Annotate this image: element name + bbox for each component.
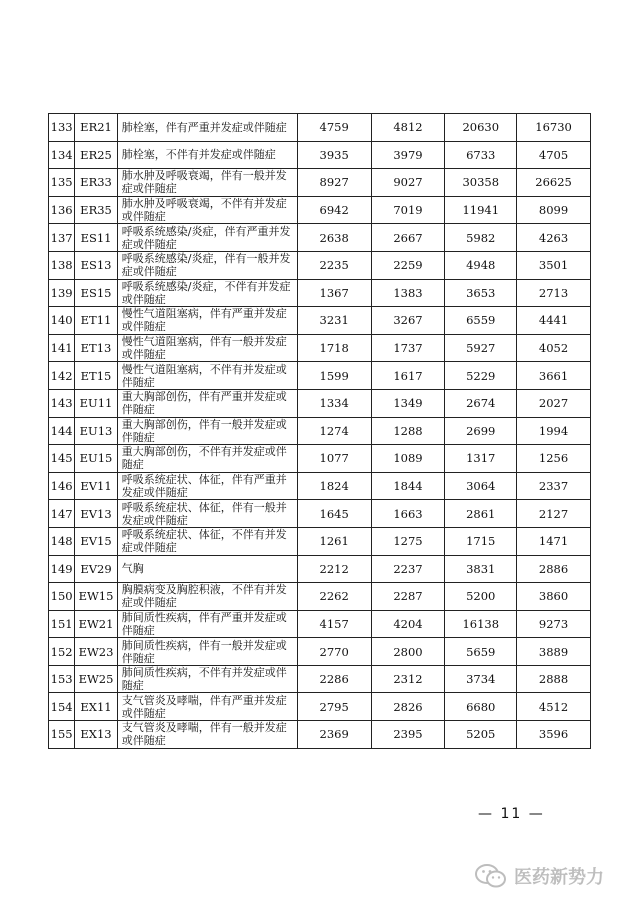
value-1: 3231 [297, 307, 371, 335]
value-4: 3889 [517, 638, 591, 666]
table-row [49, 665, 591, 693]
drg-code: ER35 [75, 196, 117, 224]
row-number: 149 [49, 555, 75, 583]
table-row [49, 610, 591, 638]
value-2: 4204 [371, 610, 445, 638]
value-1: 2795 [297, 693, 371, 721]
value-4: 2027 [517, 389, 591, 417]
value-4: 4705 [517, 141, 591, 169]
table-row [49, 721, 591, 749]
group-name: 重大胸部创伤，不伴有并发症或伴随症 [117, 445, 297, 473]
table-row [49, 500, 591, 528]
value-2: 1089 [371, 445, 445, 473]
table-row [49, 472, 591, 500]
value-3: 16138 [445, 610, 517, 638]
value-4: 2337 [517, 472, 591, 500]
table-row [49, 362, 591, 390]
drg-table [48, 113, 591, 749]
drg-code: EU13 [75, 417, 117, 445]
value-4: 3860 [517, 583, 591, 611]
value-4: 3661 [517, 362, 591, 390]
value-1: 2286 [297, 665, 371, 693]
group-name: 支气管炎及哮喘，伴有严重并发症或伴随症 [117, 693, 297, 721]
row-number: 134 [49, 141, 75, 169]
table-row [49, 307, 591, 335]
value-1: 1718 [297, 334, 371, 362]
drg-code: ET15 [75, 362, 117, 390]
value-1: 1274 [297, 417, 371, 445]
value-3: 4948 [445, 251, 517, 279]
row-number: 140 [49, 307, 75, 335]
value-4: 2888 [517, 665, 591, 693]
value-3: 5205 [445, 721, 517, 749]
row-number: 150 [49, 583, 75, 611]
row-number: 144 [49, 417, 75, 445]
row-number: 151 [49, 610, 75, 638]
drg-code: ER33 [75, 169, 117, 197]
row-number: 133 [49, 114, 75, 142]
value-1: 1334 [297, 389, 371, 417]
drg-code: ES15 [75, 279, 117, 307]
value-2: 1737 [371, 334, 445, 362]
group-name: 呼吸系统感染/炎症，伴有一般并发症或伴随症 [117, 251, 297, 279]
table-row [49, 638, 591, 666]
table-row [49, 445, 591, 473]
value-3: 30358 [445, 169, 517, 197]
value-1: 1824 [297, 472, 371, 500]
value-3: 5982 [445, 224, 517, 252]
value-3: 5229 [445, 362, 517, 390]
watermark-text: 医药新势力 [514, 867, 604, 888]
group-name: 重大胸部创伤，伴有严重并发症或伴随症 [117, 389, 297, 417]
group-name: 肺水肿及呼吸衰竭，不伴有并发症或伴随症 [117, 196, 297, 224]
value-2: 1617 [371, 362, 445, 390]
value-4: 1471 [517, 527, 591, 555]
value-1: 2638 [297, 224, 371, 252]
value-2: 2237 [371, 555, 445, 583]
drg-code: ES11 [75, 224, 117, 252]
value-2: 2259 [371, 251, 445, 279]
group-name: 肺栓塞，不伴有并发症或伴随症 [117, 141, 297, 169]
value-4: 3501 [517, 251, 591, 279]
drg-code: EU11 [75, 389, 117, 417]
row-number: 148 [49, 527, 75, 555]
value-2: 1844 [371, 472, 445, 500]
value-1: 6942 [297, 196, 371, 224]
table-row [49, 169, 591, 197]
value-2: 4812 [371, 114, 445, 142]
value-4: 4512 [517, 693, 591, 721]
drg-code: EV29 [75, 555, 117, 583]
wechat-icon [474, 863, 508, 889]
value-2: 2395 [371, 721, 445, 749]
table-row [49, 417, 591, 445]
drg-code: EV11 [75, 472, 117, 500]
value-4: 9273 [517, 610, 591, 638]
value-2: 2312 [371, 665, 445, 693]
value-4: 1256 [517, 445, 591, 473]
table-row [49, 114, 591, 142]
value-4: 4263 [517, 224, 591, 252]
value-1: 2235 [297, 251, 371, 279]
value-4: 16730 [517, 114, 591, 142]
page-number: — 11 — [478, 806, 545, 822]
value-3: 2699 [445, 417, 517, 445]
value-4: 4441 [517, 307, 591, 335]
value-3: 5927 [445, 334, 517, 362]
row-number: 147 [49, 500, 75, 528]
group-name: 慢性气道阻塞病，不伴有并发症或伴随症 [117, 362, 297, 390]
group-name: 气胸 [117, 555, 297, 583]
value-4: 8099 [517, 196, 591, 224]
value-1: 1367 [297, 279, 371, 307]
value-1: 1077 [297, 445, 371, 473]
value-1: 2770 [297, 638, 371, 666]
value-3: 1715 [445, 527, 517, 555]
group-name: 呼吸系统症状、体征，伴有一般并发症或伴随症 [117, 500, 297, 528]
value-3: 20630 [445, 114, 517, 142]
value-4: 26625 [517, 169, 591, 197]
table-row [49, 389, 591, 417]
group-name: 呼吸系统感染/炎症，伴有严重并发症或伴随症 [117, 224, 297, 252]
value-2: 2667 [371, 224, 445, 252]
row-number: 136 [49, 196, 75, 224]
value-2: 1663 [371, 500, 445, 528]
table-row [49, 279, 591, 307]
value-3: 3734 [445, 665, 517, 693]
row-number: 135 [49, 169, 75, 197]
group-name: 呼吸系统感染/炎症，不伴有并发症或伴随症 [117, 279, 297, 307]
value-2: 2287 [371, 583, 445, 611]
value-2: 2826 [371, 693, 445, 721]
value-1: 3935 [297, 141, 371, 169]
value-2: 3979 [371, 141, 445, 169]
value-3: 6680 [445, 693, 517, 721]
drg-code: ET13 [75, 334, 117, 362]
value-2: 1349 [371, 389, 445, 417]
value-3: 3831 [445, 555, 517, 583]
value-1: 1599 [297, 362, 371, 390]
group-name: 呼吸系统症状、体征，伴有严重并发症或伴随症 [117, 472, 297, 500]
row-number: 146 [49, 472, 75, 500]
group-name: 慢性气道阻塞病，伴有严重并发症或伴随症 [117, 307, 297, 335]
group-name: 呼吸系统症状、体征，不伴有并发症或伴随症 [117, 527, 297, 555]
group-name: 肺栓塞，伴有严重并发症或伴随症 [117, 114, 297, 142]
value-4: 2713 [517, 279, 591, 307]
value-1: 4157 [297, 610, 371, 638]
row-number: 139 [49, 279, 75, 307]
value-3: 2674 [445, 389, 517, 417]
drg-code: EW25 [75, 665, 117, 693]
value-1: 2369 [297, 721, 371, 749]
value-4: 1994 [517, 417, 591, 445]
value-3: 3064 [445, 472, 517, 500]
value-1: 2212 [297, 555, 371, 583]
drg-code: EV15 [75, 527, 117, 555]
value-1: 1261 [297, 527, 371, 555]
value-3: 2861 [445, 500, 517, 528]
row-number: 142 [49, 362, 75, 390]
value-4: 2127 [517, 500, 591, 528]
value-2: 9027 [371, 169, 445, 197]
value-2: 2800 [371, 638, 445, 666]
table-row [49, 555, 591, 583]
value-3: 1317 [445, 445, 517, 473]
group-name: 肺间质性疾病，不伴有并发症或伴随症 [117, 665, 297, 693]
row-number: 137 [49, 224, 75, 252]
drg-code: ER25 [75, 141, 117, 169]
value-1: 2262 [297, 583, 371, 611]
group-name: 支气管炎及哮喘，伴有一般并发症或伴随症 [117, 721, 297, 749]
row-number: 138 [49, 251, 75, 279]
table-row [49, 141, 591, 169]
table-row [49, 224, 591, 252]
drg-code: ER21 [75, 114, 117, 142]
value-2: 1275 [371, 527, 445, 555]
group-name: 肺间质性疾病，伴有一般并发症或伴随症 [117, 638, 297, 666]
value-2: 1288 [371, 417, 445, 445]
row-number: 154 [49, 693, 75, 721]
value-4: 2886 [517, 555, 591, 583]
value-3: 5200 [445, 583, 517, 611]
row-number: 141 [49, 334, 75, 362]
value-3: 6733 [445, 141, 517, 169]
value-3: 6559 [445, 307, 517, 335]
value-3: 11941 [445, 196, 517, 224]
row-number: 145 [49, 445, 75, 473]
value-2: 7019 [371, 196, 445, 224]
table-row [49, 196, 591, 224]
drg-code: EX11 [75, 693, 117, 721]
drg-code: EV13 [75, 500, 117, 528]
value-2: 1383 [371, 279, 445, 307]
value-3: 3653 [445, 279, 517, 307]
row-number: 152 [49, 638, 75, 666]
drg-code: EX13 [75, 721, 117, 749]
table-row [49, 527, 591, 555]
table-row [49, 334, 591, 362]
value-1: 4759 [297, 114, 371, 142]
group-name: 胸膜病变及胸腔积液，不伴有并发症或伴随症 [117, 583, 297, 611]
table-row [49, 583, 591, 611]
table-row [49, 251, 591, 279]
drg-code: ES13 [75, 251, 117, 279]
drg-code: EW15 [75, 583, 117, 611]
value-2: 3267 [371, 307, 445, 335]
group-name: 肺间质性疾病，伴有严重并发症或伴随症 [117, 610, 297, 638]
drg-code: EU15 [75, 445, 117, 473]
table-row [49, 693, 591, 721]
row-number: 153 [49, 665, 75, 693]
value-1: 8927 [297, 169, 371, 197]
watermark [474, 862, 604, 890]
group-name: 重大胸部创伤，伴有一般并发症或伴随症 [117, 417, 297, 445]
value-4: 4052 [517, 334, 591, 362]
value-1: 1645 [297, 500, 371, 528]
row-number: 155 [49, 721, 75, 749]
value-3: 5659 [445, 638, 517, 666]
drg-code: EW23 [75, 638, 117, 666]
drg-code: ET11 [75, 307, 117, 335]
group-name: 肺水肿及呼吸衰竭，伴有一般并发症或伴随症 [117, 169, 297, 197]
value-4: 3596 [517, 721, 591, 749]
row-number: 143 [49, 389, 75, 417]
group-name: 慢性气道阻塞病，伴有一般并发症或伴随症 [117, 334, 297, 362]
table-body [49, 114, 591, 749]
drg-code: EW21 [75, 610, 117, 638]
